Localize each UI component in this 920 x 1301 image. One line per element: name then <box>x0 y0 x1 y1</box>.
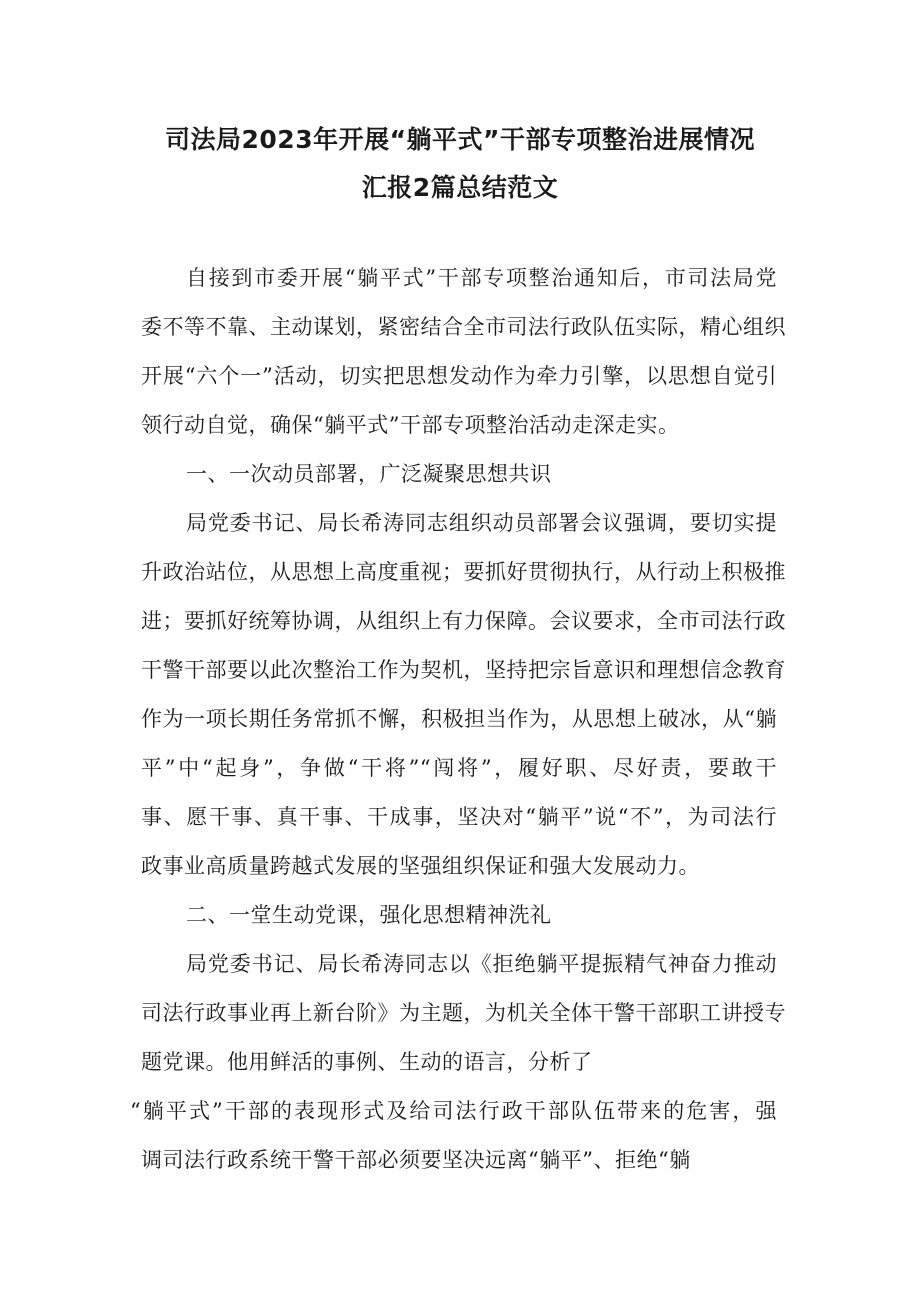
body-line: 作为一项长期任务常抓不懈，积极担当作为，从思想上破冰，从“躺 <box>141 707 777 731</box>
body-line: 司法行政事业再上新台阶》为主题，为机关全体干警干部职工讲授专 <box>141 1001 786 1025</box>
section-heading: 一、一次动员部署，广泛凝聚思想共识 <box>186 462 552 486</box>
body-line: 进；要抓好统筹协调，从组织上有力保障。会议要求，全市司法行政 <box>141 609 786 633</box>
body-line: 政事业高质量跨越式发展的坚强组织保证和强大发展动力。 <box>141 854 700 878</box>
body-line: 事、愿干事、真干事、干成事，坚决对“躺平”说“不”，为司法行 <box>141 805 777 829</box>
document-title-line-1: 司法局2023年开展“躺平式”干部专项整治进展情况 <box>165 125 755 154</box>
body-line: 局党委书记、局长希涛同志以《拒绝躺平提振精气神奋力推动 <box>186 952 777 976</box>
body-line: 干警干部要以此次整治工作为契机，坚持把宗旨意识和理想信念教育 <box>141 658 786 682</box>
body-line: 委不等不靠、主动谋划，紧密结合全市司法行政队伍实际，精心组织 <box>141 315 786 339</box>
body-line: 平”中“起身”，争做“干将”“闯将”，履好职、尽好责，要敢干 <box>141 756 777 780</box>
section-heading: 二、一堂生动党课，强化思想精神洗礼 <box>186 903 552 927</box>
body-line: 领行动自觉，确保“躺平式”干部专项整治活动走深走实。 <box>141 413 680 437</box>
body-line: 升政治站位，从思想上高度重视；要抓好贯彻执行，从行动上积极推 <box>141 560 786 584</box>
body-line: 开展“六个一”活动，切实把思想发动作为牵力引擎，以思想自觉引 <box>141 364 777 388</box>
body-line: 调司法行政系统干警干部必须要坚决远离“躺平”、拒绝“躺 <box>141 1148 691 1172</box>
body-line: 题党课。他用鲜活的事例、生动的语言，分析了 <box>141 1050 593 1074</box>
body-line: 局党委书记、局长希涛同志组织动员部署会议强调，要切实提 <box>186 511 777 535</box>
body-line: “躺平式”干部的表现形式及给司法行政干部队伍带来的危害，强 <box>130 1099 777 1123</box>
document-title-line-2: 汇报2篇总结范文 <box>361 173 559 202</box>
body-line: 自接到市委开展“躺平式”干部专项整治通知后，市司法局党 <box>186 266 777 290</box>
